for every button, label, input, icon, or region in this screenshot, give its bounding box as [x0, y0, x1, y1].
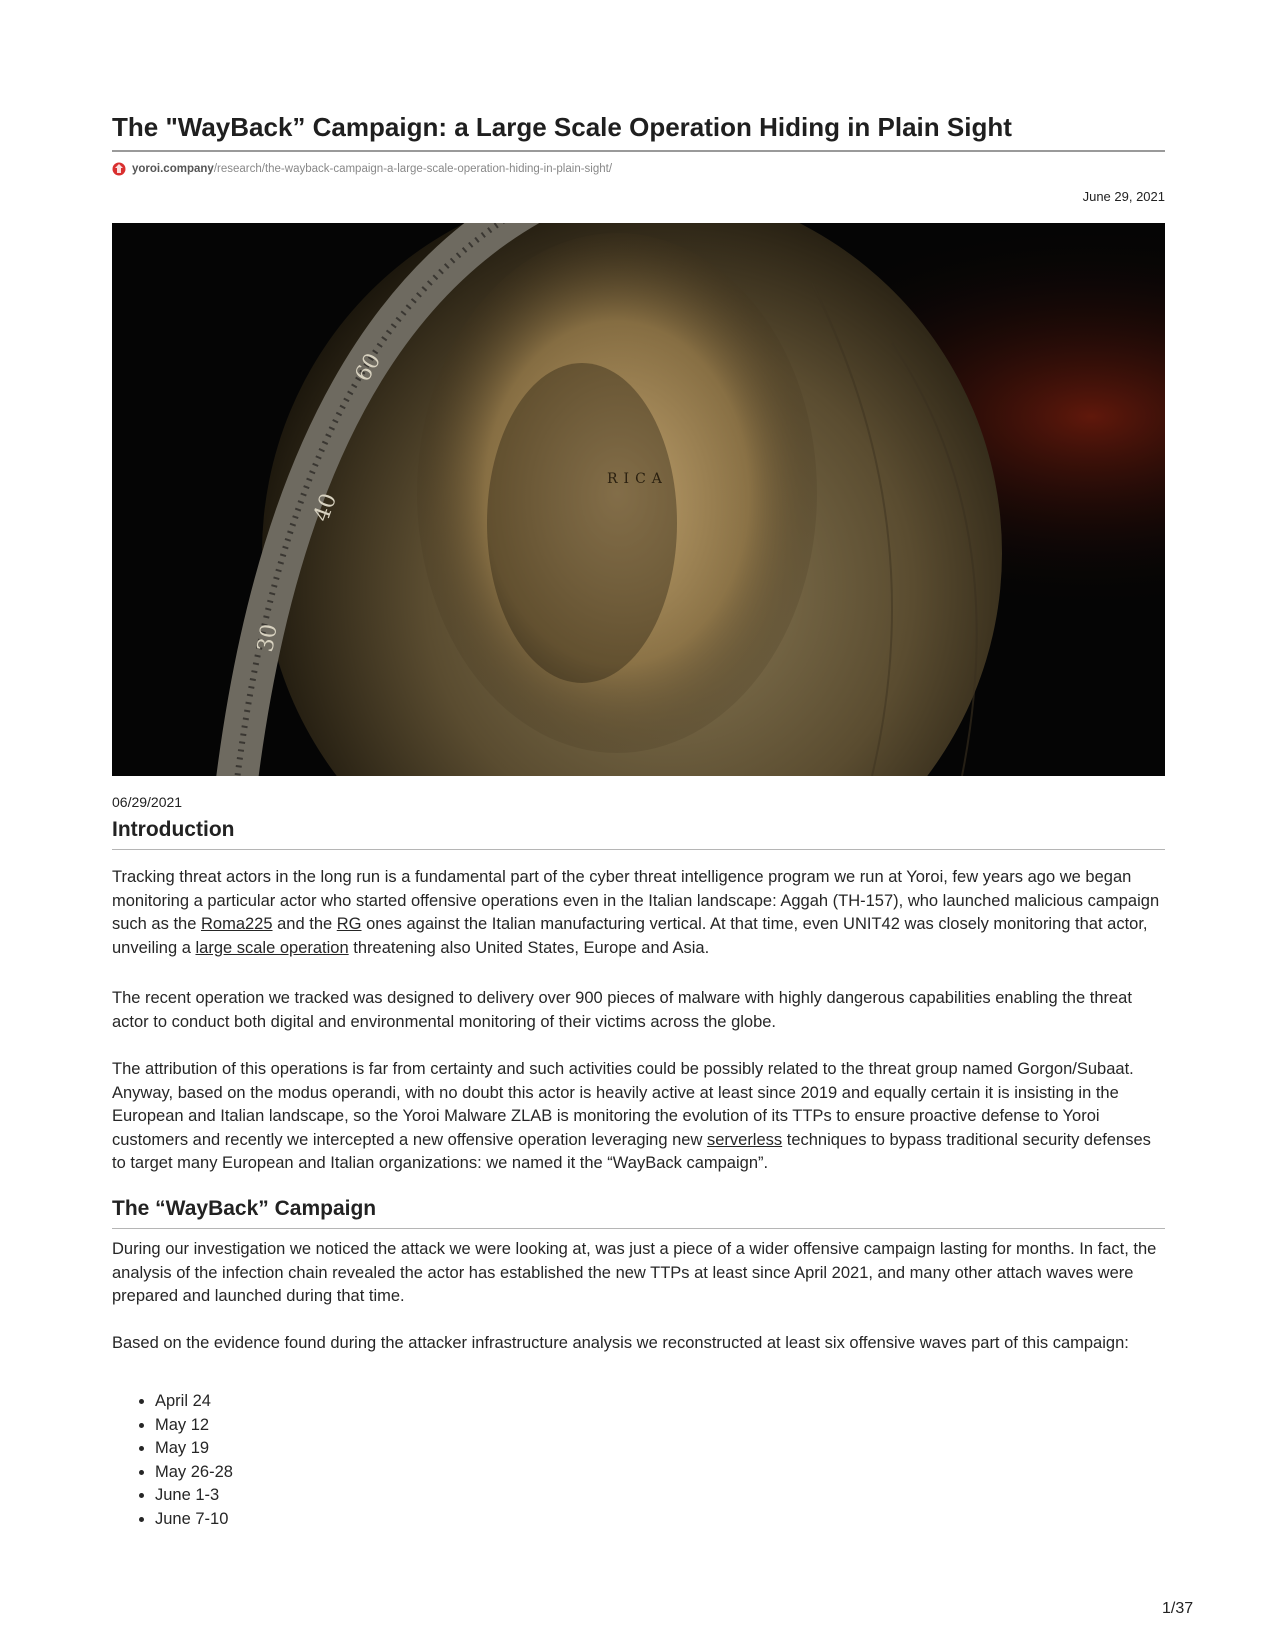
list-item: • June 7-10 — [155, 1508, 233, 1532]
globe-face-image — [112, 223, 1165, 776]
list-item: • May 12 — [155, 1414, 233, 1438]
svg-text:60: 60 — [350, 349, 387, 386]
intro-p3-text-2: techniques to bypass traditional security defenses to target many European and Italian organizations: we named it the “WayBack campaign”. — [112, 1130, 1151, 1173]
intro-p3-text-1: The attribution of this operations is far from certainty and such activities could be possibly related to the threat group named Gorgon/Subaat. Anyway, based on the modus operandi, with no doubt this actor is heavily active at least since 2019 and equally certain it is insisting in the European and Italian landscape, so the Yoroi Malware ZLAB is monitoring the evolution of its TTPs to ensure proactive defense to Yoroi customers and recently we intercepted a new offensive operation leveraging new — [112, 1060, 1134, 1149]
serverless-link[interactable]: serverless — [706, 1130, 783, 1149]
source-url[interactable] — [112, 162, 612, 176]
intro-paragraph-2: The recent operation we tracked was designed to delivery over 900 pieces of malware with highly dangerous capabilities enabling the threat actor to conduct both digital and environmental monitoring of their victims across the globe. — [112, 989, 1132, 1031]
list-item: • April 24 — [155, 1390, 233, 1414]
intro-p1-text-1: Tracking threat actors in the long run is a fundamental part of the cyber threat intelligence program we run at Yoroi, few years ago we began monitoring a particular actor who started offensive operations even in the Italian landscape: Aggah (TH-157), who launched malicious campaign such as the — [112, 868, 1160, 934]
campaign-paragraph-2: Based on the evidence found during the attacker infrastructure analysis we reconstructed at least six offensive waves part of this campaign: — [112, 1334, 1129, 1352]
list-item: • June 1-3 — [155, 1484, 233, 1508]
rg-link[interactable]: RG — [336, 915, 362, 934]
svg-text:30: 30 — [253, 622, 283, 655]
intro-paragraph-3 — [112, 1058, 1165, 1176]
list-item: • May 26-28 — [155, 1461, 233, 1485]
intro-heading: Introduction — [112, 817, 1165, 850]
large-scale-operation-link[interactable]: large scale operation — [195, 938, 349, 957]
list-item: • May 19 — [155, 1437, 233, 1461]
page-title: The "WayBack” Campaign: a Large Scale Operation Hiding in Plain Sight — [112, 112, 1165, 152]
article-date: 06/29/2021 — [112, 794, 183, 810]
campaign-heading: The “WayBack” Campaign — [112, 1196, 1165, 1229]
source-domain: yoroi.company — [132, 163, 214, 175]
intro-p1-text-3: ones against the Italian manufacturing vertical. At that time, even UNIT42 was closely monitoring that actor, unveiling a — [112, 915, 1148, 957]
campaign-paragraph-1: During our investigation we noticed the attack we were looking at, was just a piece of a wider offensive campaign lasting for months. In fact, the analysis of the infection chain revealed the actor has established the new TTPs at least since April 2021, and many other attach waves were prepared and launched during that time. — [112, 1240, 1157, 1306]
waves-list — [112, 1390, 233, 1532]
intro-p1-text-2: and the — [272, 915, 337, 934]
roma225-link[interactable]: Roma225 — [200, 915, 273, 934]
intro-paragraph-1 — [112, 866, 1165, 960]
intro-p1-text-4: threatening also United States, Europe and Asia. — [348, 938, 710, 957]
publish-date: June 29, 2021 — [1082, 189, 1165, 204]
globe-map-label: RICA — [607, 471, 668, 487]
svg-text:40: 40 — [309, 490, 343, 526]
yoroi-logo-icon — [112, 162, 126, 176]
page-number: 1/37 — [1162, 1600, 1194, 1617]
source-path: /research/the-wayback-campaign-a-large-scale-operation-hiding-in-plain-sight/ — [213, 163, 613, 175]
hero-image — [112, 223, 1165, 776]
